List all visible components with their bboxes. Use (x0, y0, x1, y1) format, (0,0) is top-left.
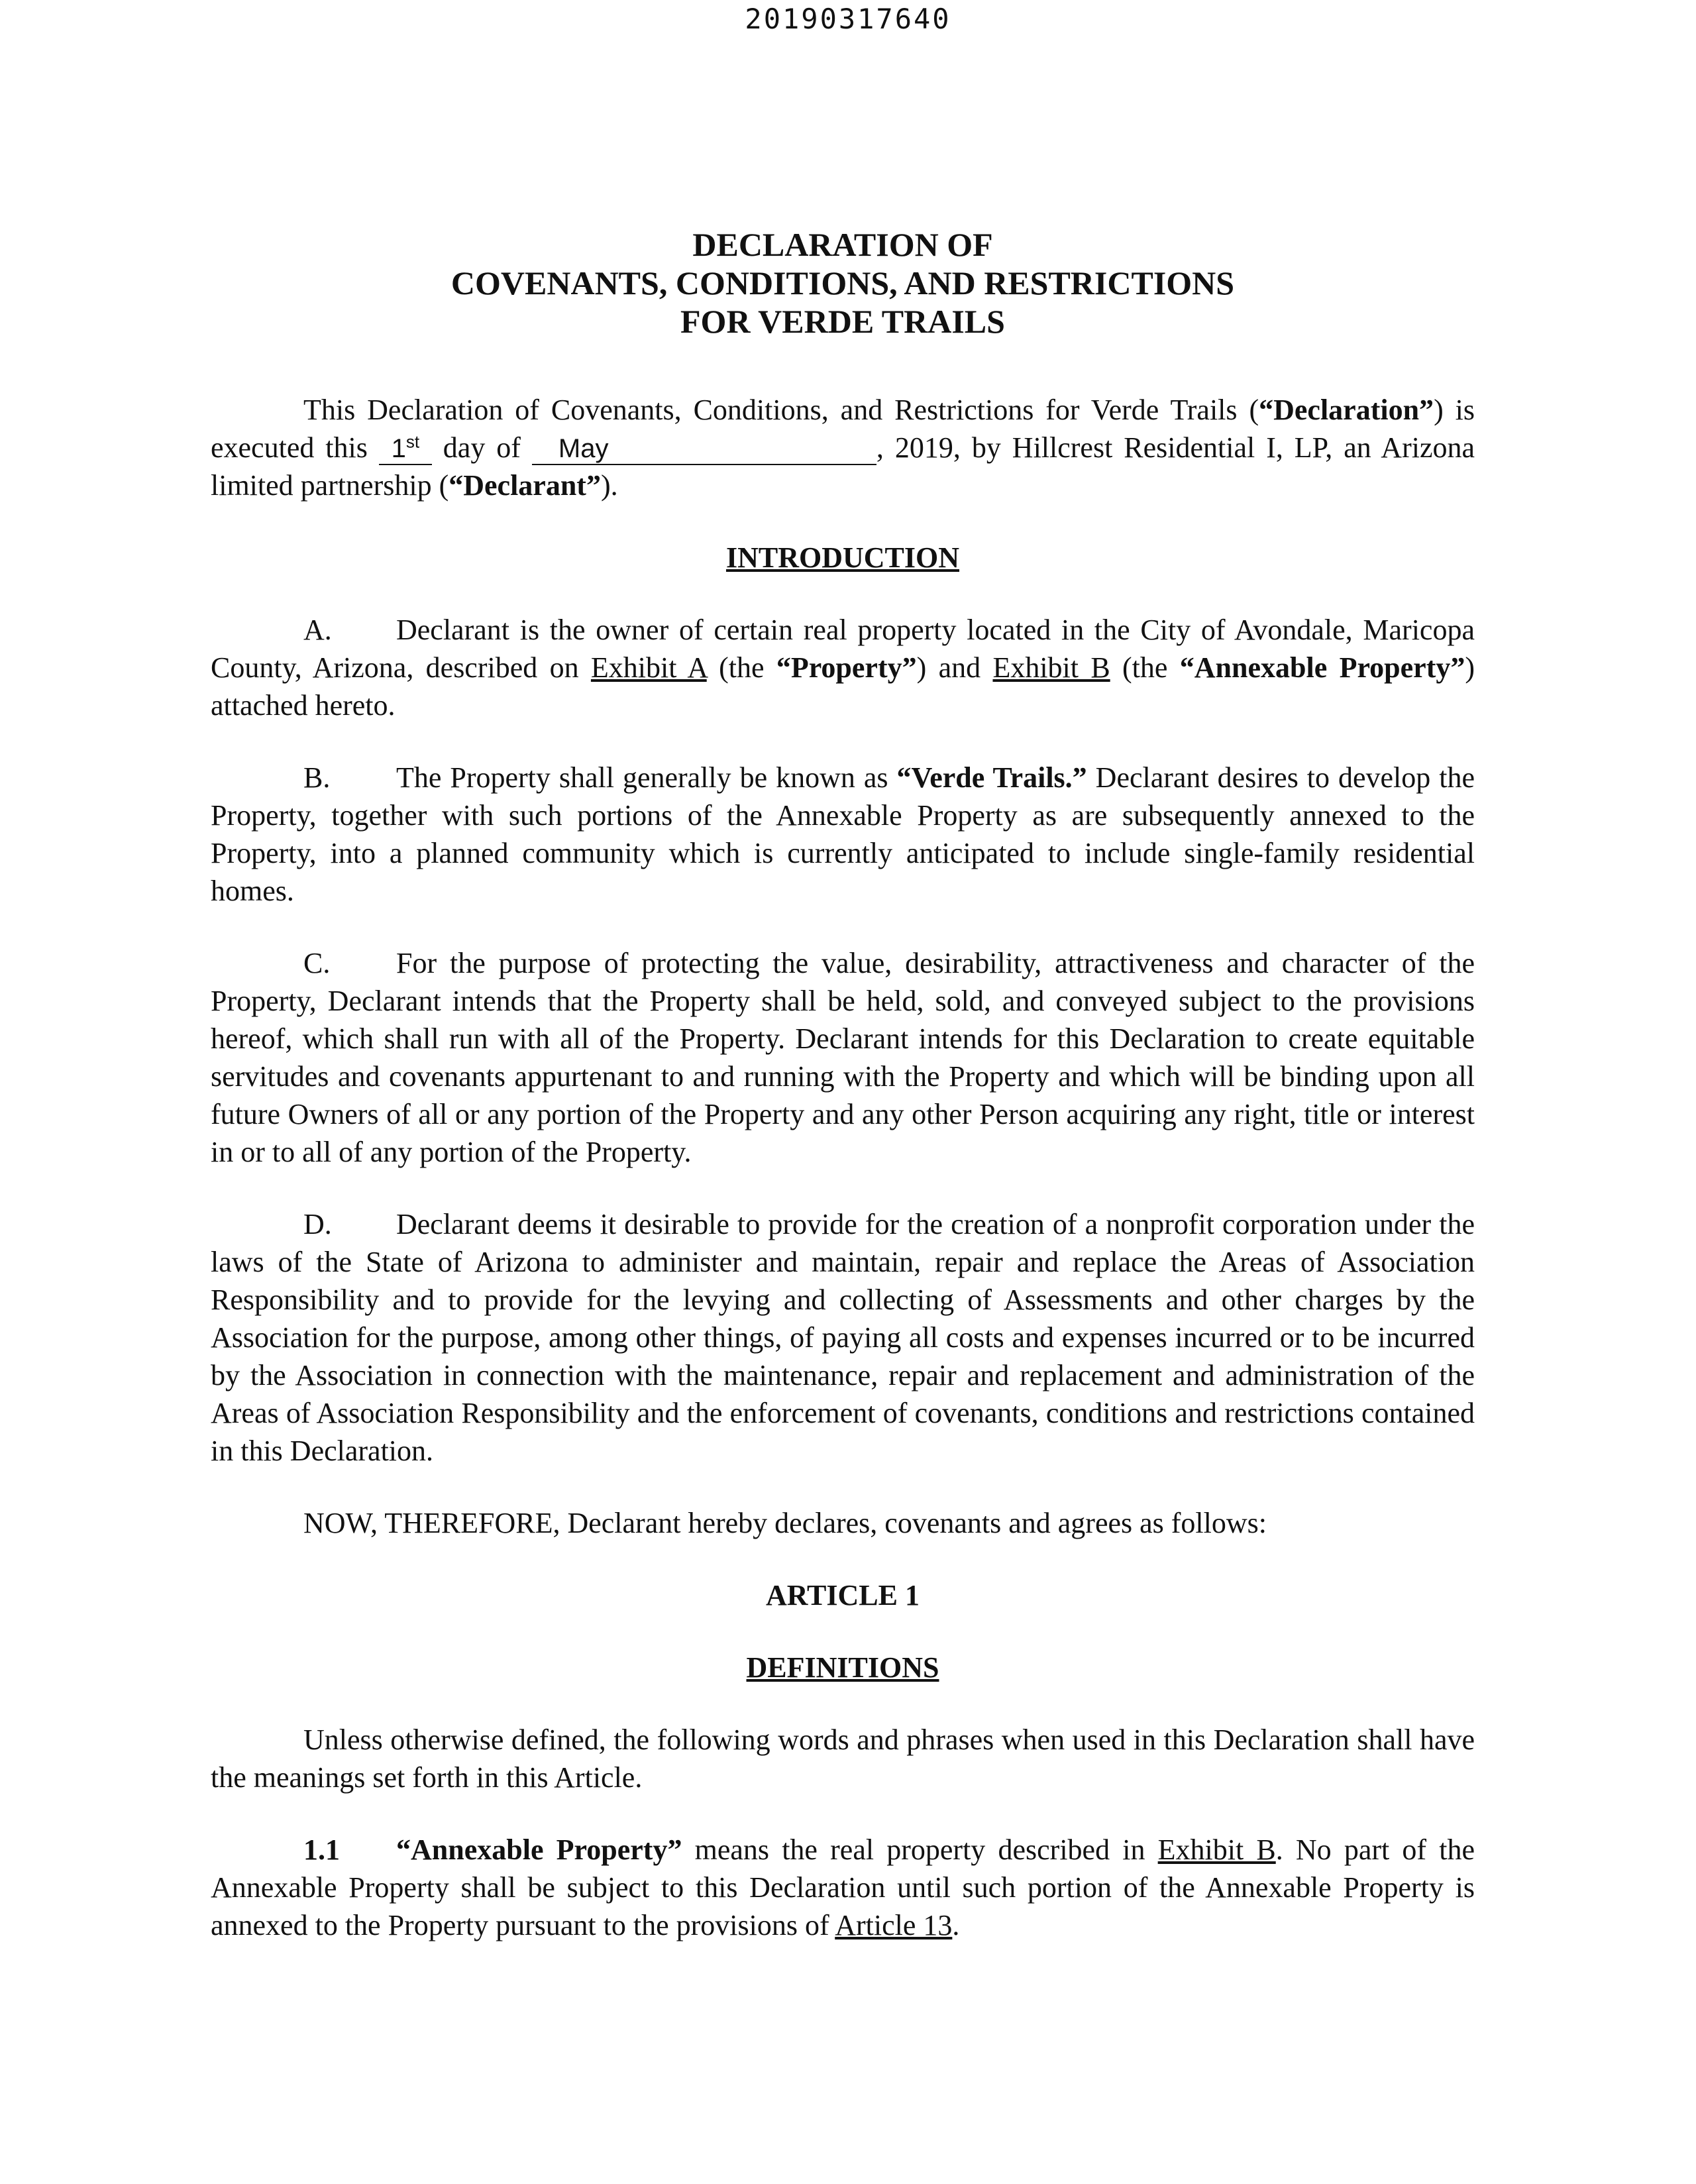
definitions-intro: Unless otherwise defined, the following words and phrases when used in this Declaration shall have the meanings set forth in this Article. (211, 1723, 1475, 1794)
exhibit-b-reference: Exhibit B (992, 651, 1110, 684)
recital-text: Declarant desires to develop the Property, together with such portions of the Annexable Property as are subsequently annexed to the Property, into a planned community which is currently anticipated to include single-family residential homes. (211, 761, 1475, 907)
recital-text: For the purpose of protecting the value, desirability, attractiveness and character of the Property, Declarant intends that the Property shall be held, sold, and conveyed subject to the provisions hereof, which shall run with all of the Property. Declarant intends for this Declaration to create equitable servitudes and covenants appurtenant to and running with the Property and which will be binding upon all future Owners of all or any portion of the Property and any other Person acquiring any right, title or interest in or to all of any portion of the Property. (211, 947, 1475, 1168)
recital-text: ) attached hereto. (211, 651, 1475, 722)
recital-c (211, 944, 1475, 1171)
introduction-heading: INTRODUCTION (725, 541, 960, 574)
annexable-property-definition-term: “Annexable Property” (396, 1833, 682, 1866)
verde-trails-term: “Verde Trails.” (896, 761, 1087, 794)
preamble-text: , 2019, by Hillcrest Residential I, LP, an Arizona limited partnership ( (211, 431, 1475, 502)
section-1-1 (211, 1831, 1475, 1944)
recital-label: D. (303, 1208, 332, 1240)
section-number: 1.1 (303, 1833, 340, 1866)
annexable-property-term: “Annexable Property” (1179, 651, 1465, 684)
declarant-term: “Declarant” (449, 469, 601, 502)
preamble-paragraph (211, 391, 1475, 504)
recital-text: Declarant deems it desirable to provide for the creation of a nonprofit corporation under the laws of the State of Arizona to administer and maintain, repair and replace the Areas of Association Responsibility and to provide for the levying and collecting of Assessments and other charges by the Association for the purpose, among other things, of paying all costs and expenses incurred or to be incurred by the Association in connection with the maintenance, repair and replacement and administration of the Areas of Association Responsibility and the enforcement of covenants, conditions and restrictions contained in this Declaration. (211, 1208, 1475, 1467)
day-number: 1 (391, 434, 406, 463)
exhibit-b-reference: Exhibit B (1157, 1833, 1276, 1866)
article-1-heading: ARTICLE 1 (766, 1579, 920, 1611)
recital-text: ) and (916, 651, 993, 684)
section-text: . No part of the Annexable Property shall be subject to this Declaration until such portion of the Annexable Property is annexed to the Property pursuant to the provisions of (211, 1833, 1475, 1941)
section-text: means the real property described in (682, 1833, 1158, 1866)
section-text: . (952, 1909, 960, 1941)
preamble-text: ) is executed this (211, 394, 1475, 464)
title-line-2: COVENANTS, CONDITIONS, AND RESTRICTIONS (450, 264, 1235, 301)
title-line-1: DECLARATION OF (692, 226, 993, 263)
recital-a (211, 611, 1475, 724)
recording-number: 20190317640 (745, 3, 951, 35)
month-blank: May (532, 433, 876, 465)
recital-d (211, 1205, 1475, 1470)
recital-label: B. (303, 761, 331, 794)
day-blank (379, 433, 432, 465)
exhibit-a-reference: Exhibit A (590, 651, 707, 684)
document-body (211, 225, 1475, 1979)
definitions-heading: DEFINITIONS (746, 1651, 939, 1684)
preamble-text: This Declaration of Covenants, Conditions, and Restrictions for Verde Trails ( (303, 394, 1259, 426)
declaration-term: “Declaration” (1259, 394, 1434, 426)
property-term: “Property” (776, 651, 917, 684)
recital-label: A. (303, 614, 332, 646)
recital-text: (the (706, 651, 776, 684)
recital-b (211, 759, 1475, 910)
recital-text: (the (1110, 651, 1180, 684)
recital-text: Declarant is the owner of certain real property located in the City of Avondale, Maricopa County, Arizona, described on (211, 614, 1475, 684)
recital-label: C. (303, 947, 331, 979)
recital-text: The Property shall generally be known as (396, 761, 897, 794)
preamble-text: day of (431, 431, 532, 464)
preamble-text: ). (600, 469, 618, 502)
day-suffix: st (405, 431, 420, 452)
article-13-reference: Article 13 (835, 1909, 953, 1941)
now-therefore-paragraph: NOW, THEREFORE, Declarant hereby declares, covenants and agrees as follows: (303, 1507, 1267, 1539)
document-title (211, 225, 1475, 341)
title-line-3: FOR VERDE TRAILS (680, 303, 1005, 340)
